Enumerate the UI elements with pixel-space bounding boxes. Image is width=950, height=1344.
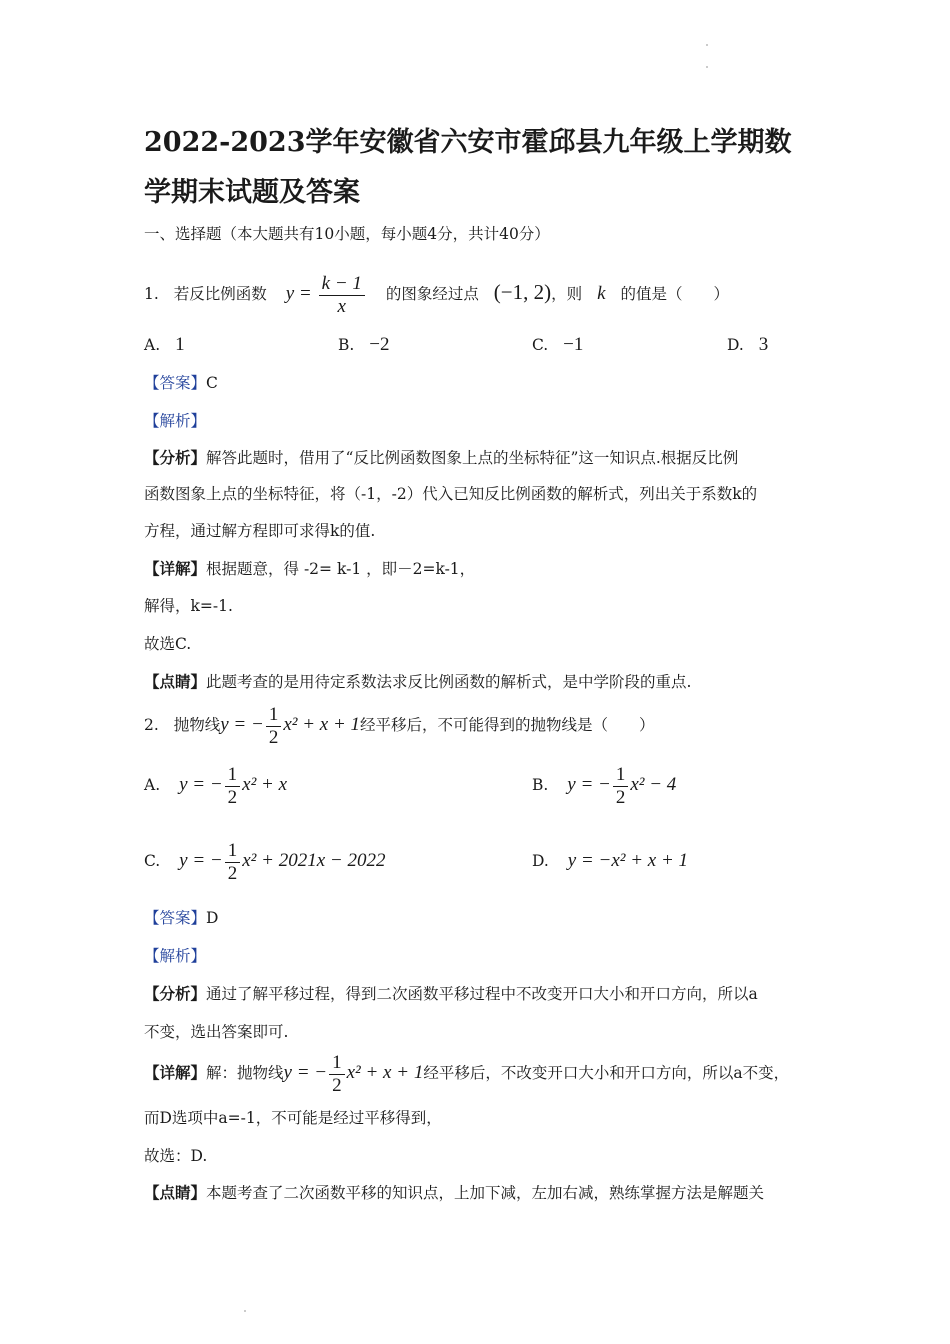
section-heading: 一、选择题（本大题共有10小题，每小题4分，共计40分）: [144, 225, 550, 243]
detail-text: 而D选项中a=-1，不可能是经过平移得到，: [144, 1109, 442, 1127]
answer-line: 【答案】C: [144, 374, 218, 392]
analysis-heading: 【解析】: [144, 412, 207, 430]
detail-text: 解得，k=-1.: [144, 597, 233, 615]
question-1: 1. 若反比例函数 y = $\frac{k - 1}{x}$ 的图象经过点 (−1, 2)，则 k 的值是（ ）: [144, 272, 729, 317]
scan-dot: [706, 66, 708, 68]
scan-dot: [244, 1310, 246, 1312]
analysis-text: 函数图象上点的坐标特征，将（-1，-2）代入已知反比例函数的解析式，列出关于系数k的: [144, 485, 758, 503]
detail-text: 故选：D.: [144, 1147, 208, 1165]
option-b: B. y = − $\frac{1}{2}$ x² − 4: [532, 763, 677, 808]
detail-text: 故选C.: [144, 635, 192, 653]
variable-k: k: [597, 283, 606, 304]
function-fraction: $\frac{k - 1}{x}$: [319, 273, 365, 318]
question-number: 1.: [144, 285, 159, 303]
option-d: D. 3: [727, 334, 769, 355]
option-a: A. y = − $\frac{1}{2}$ x² + x: [144, 763, 288, 808]
question-number: 2.: [144, 716, 159, 734]
fraction-half: $\frac{1}{2}$: [266, 704, 282, 749]
analysis-text: 【分析】解答此题时，借用了“反比例函数图象上点的坐标特征”这一知识点.根据反比例: [144, 448, 739, 467]
answer-line: 【答案】D: [144, 909, 219, 927]
page-title: 2022-2023学年安徽省六安市霍邱县九年级上学期数学期末试题及答案: [144, 127, 792, 208]
question-2: 2. 抛物线y = − $\frac{1}{2}$ x² + x + 1经平移后，不可能得到的抛物线是（ ）: [144, 703, 655, 748]
option-c: C. y = − $\frac{1}{2}$ x² + 2021x − 2022: [144, 839, 386, 884]
option-b: B. −2: [338, 334, 390, 355]
analysis-heading: 【解析】: [144, 947, 207, 965]
comment-text: 【点睛】本题考查了二次函数平移的知识点，上加下减，左加右减，熟练掌握方法是解题关: [144, 1183, 765, 1202]
comment-text: 【点睛】此题考查的是用待定系数法求反比例函数的解析式，是中学阶段的重点.: [144, 672, 692, 691]
option-c: C. −1: [532, 334, 584, 355]
point-coordinates: (−1, 2): [493, 280, 552, 304]
function-lhs: y =: [285, 283, 312, 304]
detail-text: 【详解】解：抛物线y = − $\frac{1}{2}$ x² + x + 1经平移后，不改变开口大小和开口方向，所以a不变，: [144, 1051, 790, 1096]
analysis-text: 不变，选出答案即可.: [144, 1023, 289, 1041]
scan-dot: [706, 44, 708, 46]
option-a: A. 1: [144, 334, 185, 355]
detail-text: 【详解】根据题意，得 -2= k-1 ，即－2=k-1，: [144, 559, 476, 578]
analysis-text: 【分析】通过了解平移过程，得到二次函数平移过程中不改变开口大小和开口方向，所以a: [144, 984, 758, 1003]
option-d: D. y = −x² + x + 1: [532, 850, 689, 871]
analysis-text: 方程，通过解方程即可求得k的值.: [144, 522, 376, 540]
